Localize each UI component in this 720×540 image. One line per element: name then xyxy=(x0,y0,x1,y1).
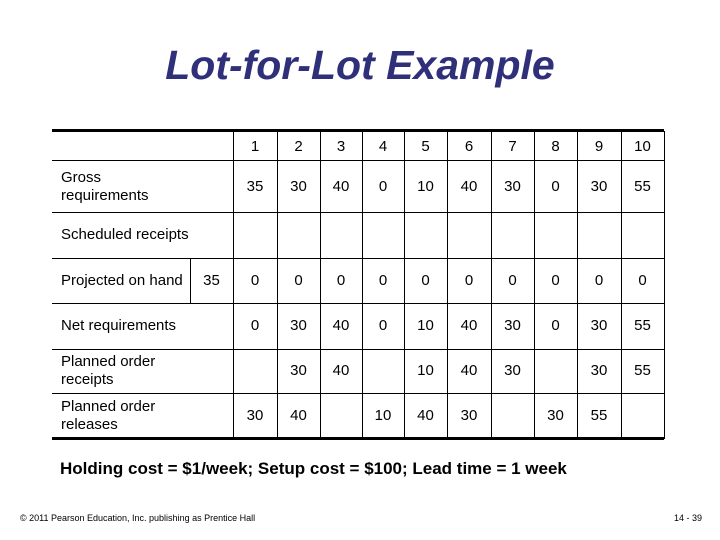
row-label: Projected on hand xyxy=(61,271,183,289)
period-header: 6 xyxy=(464,138,474,155)
row-label: Scheduled receipts xyxy=(61,226,189,243)
row-label: Planned order receipts xyxy=(61,353,156,388)
table-cell: 0 xyxy=(378,177,388,195)
column-divider xyxy=(664,131,665,439)
table-cell: 10 xyxy=(417,362,434,379)
table-cell xyxy=(320,393,362,439)
table-cell: 55 xyxy=(590,407,608,424)
period-header: 4 xyxy=(378,138,388,155)
table-cell xyxy=(404,212,447,258)
table-top-rule xyxy=(52,129,664,132)
table-cell: 0 xyxy=(378,317,388,334)
table-cell: 40 xyxy=(460,362,478,379)
table-cell xyxy=(491,393,534,439)
copyright-notice: © 2011 Pearson Education, Inc. publishing as Prentice Hall xyxy=(20,513,256,523)
table-cell: 10 xyxy=(417,177,434,195)
table-cell: 30 xyxy=(290,177,307,195)
row-label: Gross requirements xyxy=(61,168,149,204)
period-header: 9 xyxy=(594,138,604,155)
table-cell xyxy=(233,212,277,258)
table-cell xyxy=(362,349,404,393)
row-label: Planned order releases xyxy=(61,398,156,433)
table-cell: 0 xyxy=(508,271,517,289)
page-number: 14 - 39 xyxy=(673,513,702,523)
table-cell: 30 xyxy=(590,317,608,334)
table-cell: 30 xyxy=(460,407,478,424)
table-cell xyxy=(233,349,277,393)
table-cell: 40 xyxy=(417,407,434,424)
table-cell: 10 xyxy=(374,407,392,424)
period-header: 8 xyxy=(551,138,560,155)
table-cell: 0 xyxy=(336,271,346,289)
table-cell xyxy=(447,212,491,258)
period-header: 10 xyxy=(634,138,651,155)
table-cell: 0 xyxy=(638,271,647,289)
table-cell: 0 xyxy=(594,271,604,289)
table-cell xyxy=(362,212,404,258)
table-cell: 0 xyxy=(294,271,303,289)
table-cell: 30 xyxy=(590,362,608,379)
table-cell: 30 xyxy=(290,317,307,334)
period-header: 7 xyxy=(508,138,517,155)
period-header: 3 xyxy=(336,138,346,155)
table-cell: 30 xyxy=(547,407,564,424)
row-label: Net requirements xyxy=(61,317,177,334)
table-cell xyxy=(534,212,577,258)
table-cell: 40 xyxy=(290,407,307,424)
table-cell: 55 xyxy=(634,317,651,334)
table-cell xyxy=(277,212,320,258)
table-cell: 0 xyxy=(250,317,260,334)
table-cell: 35 xyxy=(246,177,264,195)
table-cell xyxy=(577,212,621,258)
table-cell: 0 xyxy=(421,271,430,289)
period-header: 5 xyxy=(421,138,430,155)
table-cell xyxy=(491,212,534,258)
slide-title: Lot-for-Lot Example xyxy=(165,42,555,88)
table-cell: 0 xyxy=(551,271,560,289)
table-cell: 55 xyxy=(634,177,651,195)
table-cell: 40 xyxy=(332,177,350,195)
table-cell xyxy=(621,212,664,258)
table-cell xyxy=(621,393,664,439)
period-header: 2 xyxy=(294,138,303,155)
initial-on-hand-value: 35 xyxy=(203,271,220,289)
table-cell: 0 xyxy=(551,177,560,195)
table-cell: 30 xyxy=(504,317,521,334)
cost-assumptions: Holding cost = $1/week; Setup cost = $100; Lead time = 1 week xyxy=(60,459,567,478)
table-cell xyxy=(534,349,577,393)
table-cell: 40 xyxy=(332,362,350,379)
table-cell: 0 xyxy=(464,271,474,289)
table-cell: 30 xyxy=(246,407,264,424)
table-cell: 40 xyxy=(460,177,478,195)
table-cell: 40 xyxy=(332,317,350,334)
table-cell: 0 xyxy=(551,317,560,334)
table-cell: 40 xyxy=(460,317,478,334)
table-cell: 30 xyxy=(504,177,521,195)
table-cell: 0 xyxy=(250,271,260,289)
table-cell: 30 xyxy=(504,362,521,379)
period-header: 1 xyxy=(250,138,260,155)
table-cell: 0 xyxy=(378,271,388,289)
table-cell xyxy=(320,212,362,258)
table-cell: 30 xyxy=(590,177,608,195)
table-cell: 55 xyxy=(634,362,651,379)
table-cell: 10 xyxy=(417,317,434,334)
table-cell: 30 xyxy=(290,362,307,379)
